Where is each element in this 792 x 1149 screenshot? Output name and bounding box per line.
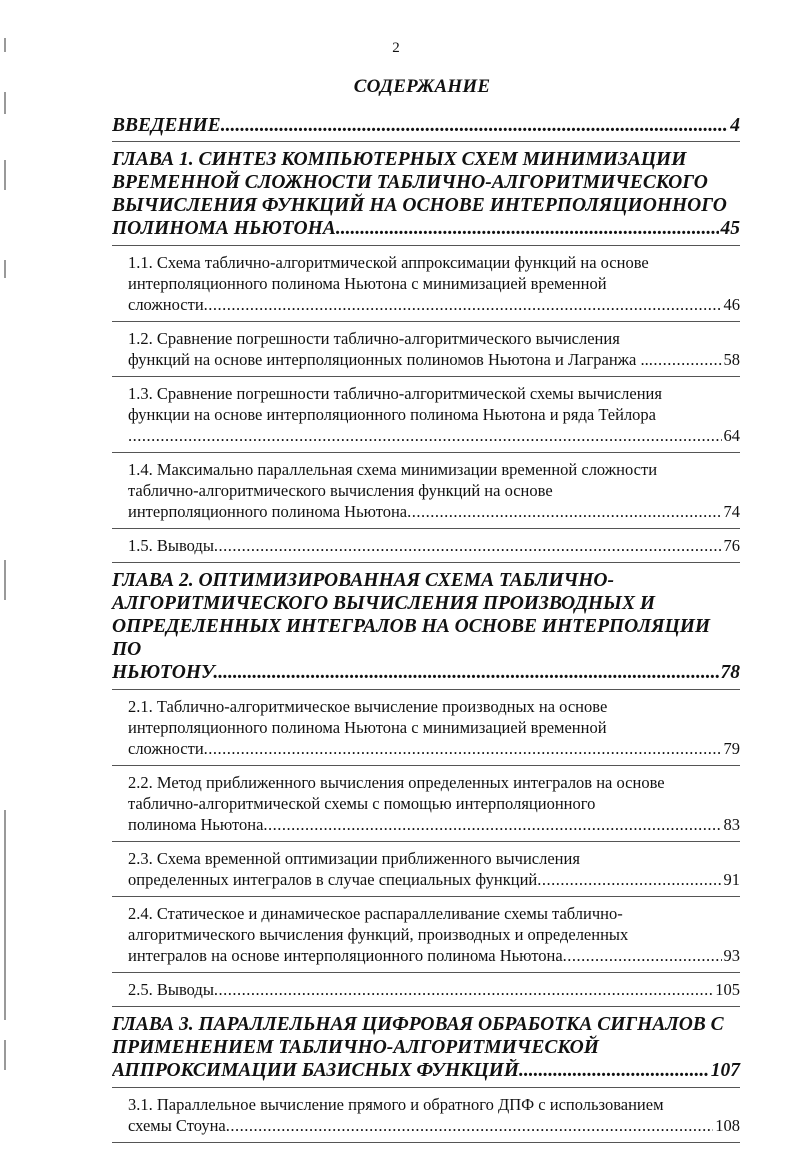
toc-entry-text-line: таблично-алгоритмического вычисления функций на основе — [128, 481, 553, 500]
toc-entry-text-line: 1.4. Максимально параллельная схема минимизации временной сложности — [128, 460, 658, 479]
toc-entry-text-line: АЛГОРИТМИЧЕСКОГО ВЫЧИСЛЕНИЯ ПРОИЗВОДНЫХ И — [112, 593, 656, 614]
toc-entry-text-line: ОПРЕДЕЛЕННЫХ ИНТЕГРАЛОВ НА ОСНОВЕ ИНТЕРПОЛЯЦИИ ПО — [112, 616, 711, 660]
divider — [112, 1142, 740, 1143]
toc-entry-text-line: 2.4. Статическое и динамическое распараллеливание схемы таблично- — [128, 904, 623, 923]
toc-section-3-1[interactable] — [112, 1094, 740, 1136]
toc-entry-text-line: 2.2. Метод приближенного вычисления определенных интегралов на основе — [128, 773, 665, 792]
toc-entry-label: АППРОКСИМАЦИИ БАЗИСНЫХ ФУНКЦИЙ ..... — [112, 1059, 709, 1082]
toc-section-1-2[interactable] — [112, 328, 740, 370]
divider — [112, 841, 740, 842]
toc-entry-page: 64 — [723, 426, 740, 445]
toc-entry-label: 1.5. Выводы ..... — [128, 535, 722, 556]
toc-entry-page: 76 — [723, 536, 740, 555]
toc-chapter-3[interactable] — [112, 1013, 740, 1082]
toc-entry-label: полинома Ньютона ..... — [128, 814, 722, 835]
toc-entry-label: НЬЮТОНУ ..... — [112, 661, 719, 684]
toc-entry-page: 45 — [720, 218, 740, 239]
toc-section-1-1[interactable] — [112, 252, 740, 315]
toc-entry-text-line: интерполяционного полинома Ньютона с минимизацией временной — [128, 718, 607, 737]
toc-entry-text-line: ПРИМЕНЕНИЕМ ТАБЛИЧНО-АЛГОРИТМИЧЕСКОЙ — [112, 1037, 599, 1058]
toc-entry-label: сложности ..... — [128, 738, 722, 759]
toc-entry-label: сложности ..... — [128, 294, 722, 315]
divider — [112, 896, 740, 897]
divider — [112, 562, 740, 563]
toc-entry-page: 46 — [723, 295, 740, 314]
toc-entry-page: 91 — [723, 870, 740, 889]
divider — [112, 1006, 740, 1007]
toc-entry-page: 93 — [723, 946, 740, 965]
toc-section-1-3[interactable] — [112, 383, 740, 446]
divider — [112, 245, 740, 246]
table-of-contents — [112, 114, 740, 1149]
divider — [112, 972, 740, 973]
toc-entry-page: 58 — [723, 350, 740, 369]
toc-title: СОДЕРЖАНИЕ — [353, 76, 491, 97]
toc-entry-text-line: 1.2. Сравнение погрешности таблично-алгоритмического вычисления — [128, 329, 620, 348]
toc-entry-text-line: 1.3. Сравнение погрешности таблично-алгоритмической схемы вычисления — [128, 384, 662, 403]
chapters-list — [112, 148, 740, 1143]
toc-entry-label: определенных интегралов в случае специальных функций ..... — [128, 869, 722, 890]
toc-entry-text-line: алгоритмического вычисления функций, производных и определенных — [128, 925, 629, 944]
toc-entry-page: 83 — [723, 815, 740, 834]
toc-entry-page: 108 — [715, 1116, 740, 1135]
divider — [112, 141, 740, 142]
toc-entry-label: ВВЕДЕНИЕ ..... — [112, 114, 728, 137]
divider — [112, 321, 740, 322]
toc-entry-label: схемы Стоуна ..... — [128, 1115, 713, 1136]
toc-entry-text-line: таблично-алгоритмической схемы с помощью интерполяционного — [128, 794, 596, 813]
toc-entry-text-line: интерполяционного полинома Ньютона с минимизацией временной — [128, 274, 607, 293]
divider — [112, 689, 740, 690]
toc-chapter-1[interactable] — [112, 148, 740, 240]
toc-section-2-3[interactable] — [112, 848, 740, 890]
toc-entry-text-line: ВЫЧИСЛЕНИЯ ФУНКЦИЙ НА ОСНОВЕ ИНТЕРПОЛЯЦИОННОГО — [112, 195, 727, 216]
toc-entry-page: 105 — [715, 980, 740, 999]
toc-entry-text-line: ВРЕМЕННОЙ СЛОЖНОСТИ ТАБЛИЧНО-АЛГОРИТМИЧЕСКОГО — [112, 172, 708, 193]
toc-entry-text-line: функции на основе интерполяционного полинома Ньютона и ряда Тейлора — [128, 405, 656, 424]
toc-entry-page: 4 — [730, 115, 740, 136]
toc-chapter-2[interactable] — [112, 569, 740, 684]
divider — [112, 528, 740, 529]
divider — [112, 765, 740, 766]
toc-entry-page: 78 — [720, 662, 740, 683]
toc-entry-label: интегралов на основе интерполяционного полинома Ньютона ..... — [128, 945, 722, 966]
toc-entry-page: 79 — [723, 739, 740, 758]
divider — [112, 1087, 740, 1088]
toc-entry-intro[interactable] — [112, 114, 740, 137]
toc-entry-text-line: ГЛАВА 1. СИНТЕЗ КОМПЬЮТЕРНЫХ СХЕМ МИНИМИЗАЦИИ — [112, 149, 687, 170]
page-number: 2 — [392, 40, 400, 56]
toc-entry-page: 74 — [723, 502, 740, 521]
divider — [112, 452, 740, 453]
toc-entry-text-line: 2.3. Схема временной оптимизации приближенного вычисления — [128, 849, 580, 868]
toc-entry-label: ПОЛИНОМА НЬЮТОНА ..... — [112, 217, 719, 240]
toc-section-2-2[interactable] — [112, 772, 740, 835]
divider — [112, 376, 740, 377]
toc-entry-text-line: 1.1. Схема таблично-алгоритмической аппроксимации функций на основе — [128, 253, 649, 272]
toc-entry-text-line: ГЛАВА 3. ПАРАЛЛЕЛЬНАЯ ЦИФРОВАЯ ОБРАБОТКА СИГНАЛОВ С — [112, 1014, 724, 1035]
toc-entry-label: 2.5. Выводы ..... — [128, 979, 713, 1000]
toc-entry-label: интерполяционного полинома Ньютона ..... — [128, 501, 722, 522]
toc-entry-label: функций на основе интерполяционных полиномов Ньютона и Лагранжа .. ..... — [128, 349, 722, 370]
scan-margin-marks — [4, 0, 14, 1098]
toc-entry-page: 107 — [710, 1060, 740, 1081]
toc-section-2-5[interactable] — [112, 979, 740, 1000]
toc-entry-text-line: 3.1. Параллельное вычисление прямого и обратного ДПФ с использованием — [128, 1095, 664, 1114]
toc-section-1-4[interactable] — [112, 459, 740, 522]
toc-section-2-4[interactable] — [112, 903, 740, 966]
toc-entry-text-line: ГЛАВА 2. ОПТИМИЗИРОВАННАЯ СХЕМА ТАБЛИЧНО- — [112, 570, 614, 591]
toc-section-1-5[interactable] — [112, 535, 740, 556]
toc-section-2-1[interactable] — [112, 696, 740, 759]
toc-entry-label — [128, 425, 722, 446]
toc-entry-text-line: 2.1. Таблично-алгоритмическое вычисление производных на основе — [128, 697, 608, 716]
